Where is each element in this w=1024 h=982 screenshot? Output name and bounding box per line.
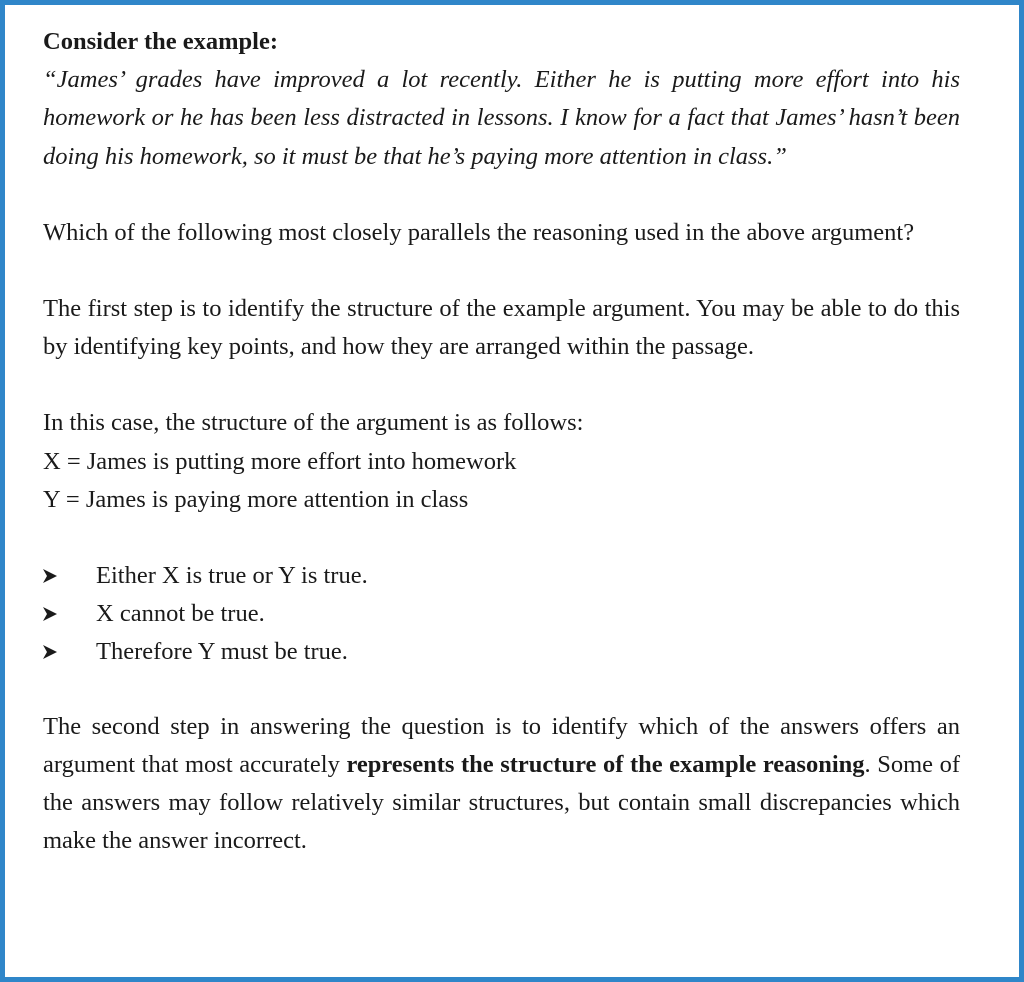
document-content <box>43 23 960 860</box>
spacer <box>43 672 960 708</box>
step-two-text <box>43 708 960 861</box>
definition-y: Y = James is paying more attention in class <box>43 485 469 513</box>
list-item-text: Either X is true or Y is true. <box>96 562 368 590</box>
premise-list <box>43 557 960 672</box>
structure-intro: In this case, the structure of the argument is as follows: <box>43 409 584 437</box>
step-two-emphasis: represents the structure of the example reasoning <box>346 750 865 778</box>
arrowhead-bullet-icon <box>43 645 57 659</box>
list-item <box>43 557 960 595</box>
section-heading: Consider the example: <box>43 28 278 55</box>
arrowhead-bullet-icon <box>43 607 57 621</box>
arrowhead-bullet-icon <box>43 569 57 583</box>
question-text: Which of the following most closely parallels the reasoning used in the above argument? <box>43 218 915 246</box>
example-quote: “James’ grades have improved a lot recently. Either he is putting more effort into his homework or he has been less distracted in lessons. I know for a fact that James’ hasn’t been doing his homework, so it must be that he’s paying more attention in class.” <box>43 66 960 170</box>
spacer <box>43 176 960 214</box>
step-two-part2: . Some of the answers may follow relatively similar structures, but contain small discrepancies which make the answer incorrect. <box>43 750 961 855</box>
spacer <box>43 252 960 290</box>
list-item-text: Therefore Y must be true. <box>96 638 348 666</box>
list-item <box>43 595 960 633</box>
step-one-text: The first step is to identify the structure of the example argument. You may be able to do this by identifying key points, and how they are arranged within the passage. <box>43 295 960 361</box>
list-item-text: X cannot be true. <box>96 600 265 628</box>
list-item <box>43 633 960 671</box>
spacer <box>43 366 960 404</box>
spacer <box>43 519 960 557</box>
step-two-part1: The second step in answering the question is to identify which of the answers offers an argument that most accurately <box>43 712 960 778</box>
definition-x: X = James is putting more effort into homework <box>43 447 517 475</box>
